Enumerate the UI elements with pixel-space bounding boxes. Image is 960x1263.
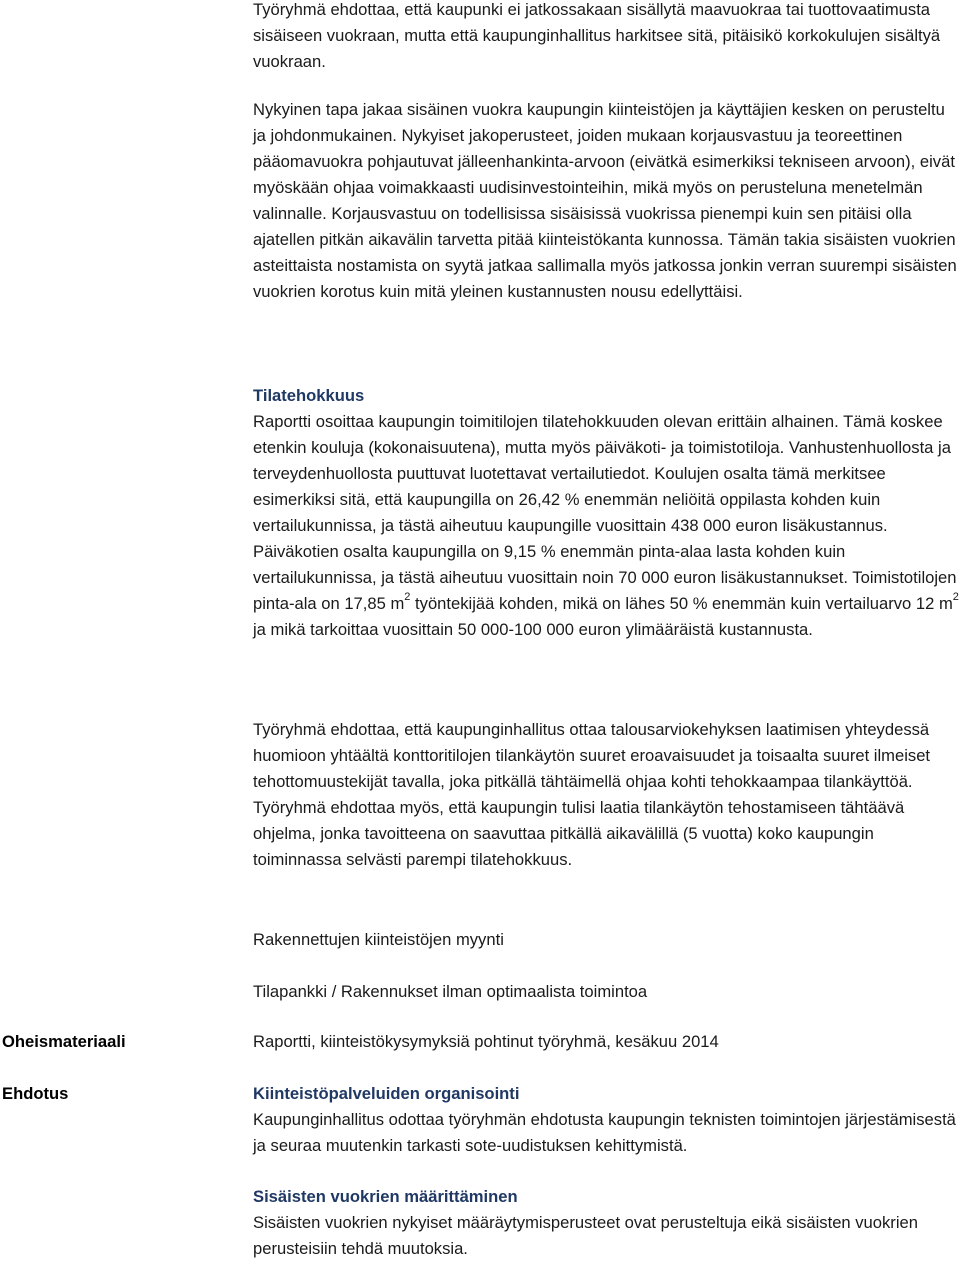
paragraph-text: Kaupunginhallitus odottaa työryhmän ehdotusta kaupungin teknisten toimintojen järjestämisestä ja seuraa muutenkin tarkasti sote-uudistuksen kehittymistä. (253, 1110, 956, 1155)
heading-rakennettujen-myynti (253, 927, 959, 953)
text-part: Raportti osoittaa kaupungin toimitilojen tilatehokkuuden olevan erittäin alhainen. Tämä koskee etenkin kouluja (kokonaisuutena), mutta myös päiväkoti- ja toimistotiloja. Vanhustenhuollosta ja terveydenhuollosta puuttuvat luotettavat vertailutiedot. Koulujen osalta tämä merkitsee esimerkiksi sitä, että kaupungilla on 26,42 % enemmän neliöitä oppilasta kohden kuin vertailukunnissa, ja tästä aiheutuu kaupungille vuosittain 438 000 euron lisäkustannus. Päiväkotien osalta kaupungilla on 9,15 % enemmän pinta-alaa lasta kohden kuin vertailukunnissa, ja tästä aiheutuu vuosittain noin 70 000 euron lisäkustannukset. Toimistotilojen pinta-ala on 17,85 m (253, 412, 957, 613)
superscript: 2 (404, 591, 411, 604)
text-part: ja mikä tarkoittaa vuosittain 50 000-100 000 euron ylimääräistä kustannusta. (253, 620, 813, 639)
subheading: Rakennettujen kiinteistöjen myynti (253, 930, 504, 949)
superscript: 2 (952, 591, 959, 604)
heading-tilapankki (253, 979, 959, 1005)
oheismateriaali-label: Oheismateriaali (2, 1032, 126, 1051)
section-tilatehokkuus (253, 383, 959, 643)
section-heading: Tilatehokkuus (253, 386, 365, 405)
text-part: työntekijää kohden, mikä on lähes 50 % enemmän kuin vertailuarvo 12 m (410, 594, 953, 613)
ehdotus-section-vuokrat (253, 1184, 959, 1262)
section-heading: Sisäisten vuokrien määrittäminen (253, 1187, 518, 1206)
ehdotus-section-organisointi (253, 1081, 959, 1159)
oheismateriaali-text: Raportti, kiinteistökysymyksiä pohtinut työryhmä, kesäkuu 2014 (253, 1032, 719, 1051)
paragraph-text: Työryhmä ehdottaa, että kaupunginhallitus ottaa talousarviokehyksen laatimisen yhteydessä huomioon yhtäältä konttoritilojen tilankäytön suuret eroavaisuudet ja toisaalta suuret ilmeiset tehottomuustekijät tavalla, joka pitkällä tähtäimellä ohjaa kohti tehokkaampaa tilankäyttöä. Työryhmä ehdottaa myös, että kaupungin tulisi laatia tilankäytön tehostamiseen tähtäävä ohjelma, jonka tavoitteena on saavuttaa pitkällä aikavälillä (5 vuotta) koko kaupungin toiminnassa selvästi parempi tilatehokkuus. (253, 720, 931, 869)
oheismateriaali-content (253, 1029, 959, 1055)
paragraph-talousarvio (253, 717, 959, 873)
paragraph-text: Työryhmä ehdottaa, että kaupunki ei jatkossakaan sisällytä maavuokraa tai tuottovaatimusta sisäiseen vuokraan, mutta että kaupunginhallitus harkitsee sitä, pitäisikö korkokulujen sisältyä vuokraan. (253, 0, 941, 71)
paragraph-text: Sisäisten vuokrien nykyiset määräytymisperusteet ovat perusteltuja eikä sisäisten vuokrien perusteisiin tehdä muutoksia. (253, 1213, 918, 1258)
ehdotus-label: Ehdotus (2, 1084, 69, 1103)
paragraph-sisainen-vuokra (253, 97, 959, 305)
subheading: Tilapankki / Rakennukset ilman optimaalista toimintoa (253, 982, 648, 1001)
paragraph-maavuokra (253, 0, 959, 75)
paragraph-text (253, 409, 959, 643)
paragraph-text: Nykyinen tapa jakaa sisäinen vuokra kaupungin kiinteistöjen ja käyttäjien kesken on perusteltu ja johdonmukainen. Nykyiset jakoperusteet, joiden mukaan korjausvastuu ja teoreettinen pääomavuokra pohjautuvat jälleenhankinta-arvoon (eivätkä esimerkiksi tekniseen arvoon), eivät myöskään ohjaa voimakkaasti uudisinvestointeihin, mikä myös on perusteluna menetelmän valinnalle. Korjausvastuu on todellisissa sisäisissä vuokrissa pienempi kuin sen pitäisi olla ajatellen pitkän aikavälin tarvetta pitää kiinteistökanta kunnossa. Tämän takia sisäisten vuokrien asteittaista nostamista on syytä jatkaa sallimalla myös jatkossa jonkin verran suurempi sisäisten vuokrien korotus kuin mitä yleinen kustannusten nousu edellyttäisi. (253, 100, 957, 301)
section-heading: Kiinteistöpalveluiden organisointi (253, 1084, 520, 1103)
